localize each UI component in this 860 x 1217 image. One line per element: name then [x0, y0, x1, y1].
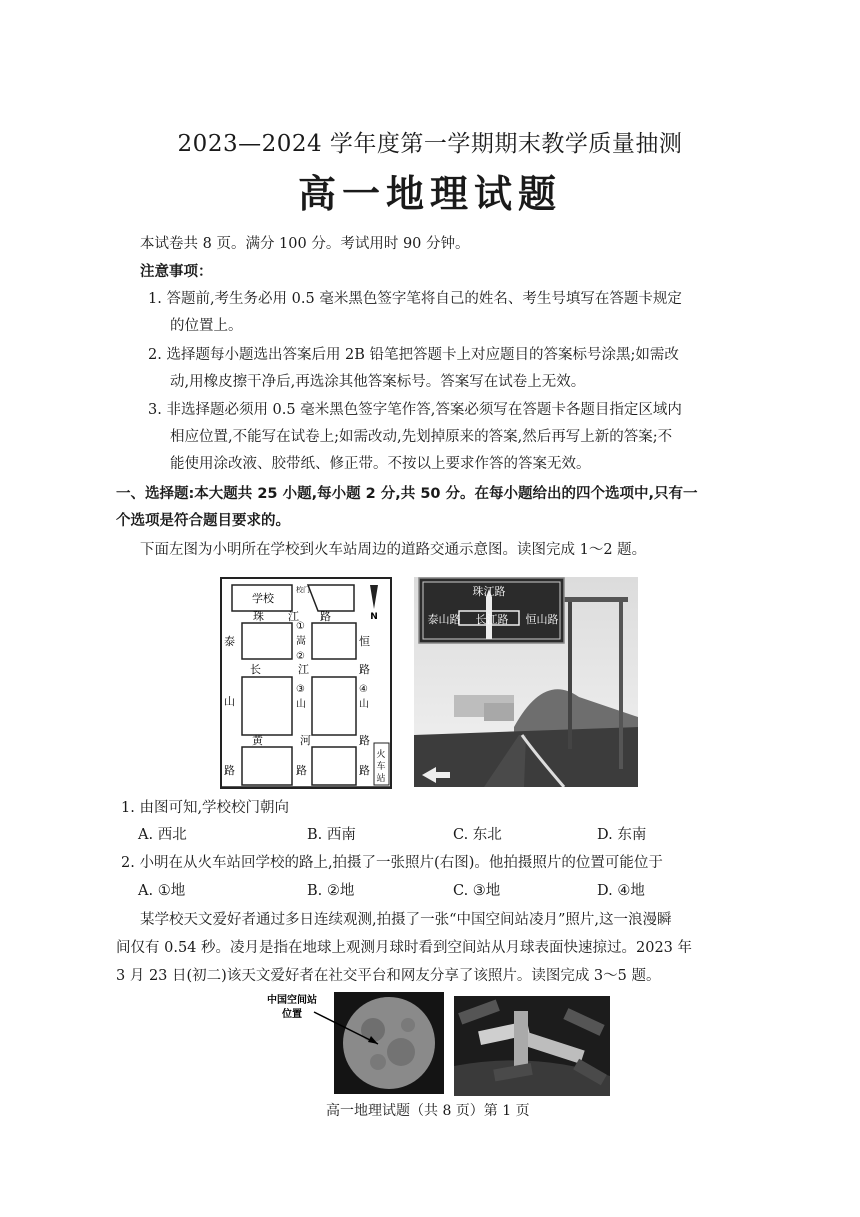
note-1-line-1: 1. 答题前,考生务必用 0.5 毫米黑色签字笔将自己的姓名、考生号填写在答题卡规定 — [148, 291, 682, 307]
station-label-2: 车 — [376, 762, 386, 772]
question-1-text: 1. 由图可知,学校校门朝向 — [121, 800, 290, 816]
question-2-text: 2. 小明在从火车站回学校的路上,拍摄了一张照片(右图)。他拍摄照片的位置可能位于 — [121, 855, 663, 871]
page-footer: 高一地理试题（共 8 页）第 1 页 — [326, 1103, 530, 1119]
exam-summary: 本试卷共 8 页。满分 100 分。考试用时 90 分钟。 — [140, 236, 470, 252]
sign-center-label: 长江路 — [475, 613, 509, 626]
page-title: 高一地理试题 — [297, 172, 562, 216]
north-label: N — [370, 612, 378, 622]
station-label-1: 火 — [376, 750, 386, 760]
question-stem: 下面左图为小明所在学校到火车站周边的道路交通示意图。读图完成 1～2 题。 — [140, 542, 647, 558]
station-position-label-2: 位置 — [282, 1009, 302, 1020]
road-huanghe-3: 路 — [359, 734, 370, 747]
road-huanghe-2: 河 — [300, 734, 311, 747]
q1-option-a: A. 西北 — [138, 827, 187, 843]
section-heading-line-2: 个选项是符合题目要求的。 — [116, 513, 290, 529]
q2-option-c: C. ③地 — [453, 883, 501, 899]
road-huanghe-1: 黄 — [252, 734, 263, 747]
road-zhujiang-2: 江 — [288, 610, 299, 623]
exam-title: 2023—2024 学年度第一学期期末教学质量抽测 — [177, 131, 683, 157]
road-changjiang-3: 路 — [359, 663, 370, 676]
q2-option-d: D. ④地 — [597, 883, 645, 899]
section-heading-line-1: 一、选择题:本大题共 25 小题,每小题 2 分,共 50 分。在每小题给出的四个选项中,只有一 — [116, 486, 698, 502]
road-taishan-2: 山 — [224, 695, 235, 708]
road-zhujiang-1: 珠 — [253, 610, 264, 623]
moon-transit-photo — [258, 990, 446, 1096]
road-changjiang-2: 江 — [298, 663, 309, 676]
marker-1: ① — [296, 621, 305, 632]
passage-line-2: 间仅有 0.54 秒。凌月是指在地球上观测月球时看到空间站从月球表面快速掠过。2023 年 — [116, 940, 693, 956]
q2-option-a: A. ①地 — [138, 883, 186, 899]
space-station-photo — [454, 996, 610, 1096]
road-songshan-2: 山 — [296, 699, 306, 710]
road-sign-photo — [414, 577, 638, 787]
road-map-figure — [220, 577, 392, 789]
station-position-label-1: 中国空间站 — [267, 995, 317, 1006]
notice-heading: 注意事项： — [140, 264, 213, 280]
passage-line-3: 3 月 23 日(初二)该天文爱好者在社交平台和网友分享了该照片。读图完成 3～5 题。 — [116, 968, 661, 984]
passage-line-1: 某学校天文爱好者通过多日连续观测,拍摄了一张“中国空间站凌月”照片,这一浪漫瞬 — [140, 912, 672, 928]
sign-right-label: 恒山路 — [525, 613, 559, 626]
road-hengshan-1: 恒 — [359, 635, 370, 648]
road-taishan-1: 泰 — [224, 635, 235, 648]
station-label-3: 站 — [376, 774, 386, 784]
gate-label: 校门 — [296, 586, 310, 594]
marker-4: ④ — [359, 684, 368, 695]
note-1-line-2: 的位置上。 — [170, 318, 243, 334]
note-3-line-1: 3. 非选择题必须用 0.5 毫米黑色签字笔作答,答案必须写在答题卡各题目指定区域内 — [148, 402, 682, 418]
note-3-line-2: 相应位置,不能写在试卷上;如需改动,先划掉原来的答案,然后再写上新的答案;不 — [170, 429, 673, 445]
note-3-line-3: 能使用涂改液、胶带纸、修正带。不按以上要求作答的答案无效。 — [170, 456, 591, 472]
road-songshan-1: 嵩 — [296, 636, 306, 647]
road-taishan-3: 路 — [224, 764, 235, 777]
road-hengshan-2: 山 — [359, 699, 369, 710]
road-songshan-3: 路 — [296, 764, 307, 777]
road-zhujiang-3: 路 — [320, 610, 331, 623]
marker-2: ② — [296, 651, 305, 662]
road-hengshan-3: 路 — [359, 764, 370, 777]
q2-option-b: B. ②地 — [307, 883, 355, 899]
sign-top-label: 珠江路 — [472, 585, 506, 598]
q1-option-b: B. 西南 — [307, 827, 356, 843]
marker-3: ③ — [296, 684, 305, 695]
sign-left-label: 泰山路 — [427, 613, 461, 626]
school-label: 学校 — [252, 592, 274, 605]
note-2-line-2: 动,用橡皮擦干净后,再选涂其他答案标号。答案写在试卷上无效。 — [170, 374, 586, 390]
road-changjiang-1: 长 — [250, 663, 261, 676]
note-2-line-1: 2. 选择题每小题选出答案后用 2B 铅笔把答题卡上对应题目的答案标号涂黑;如需改 — [148, 347, 679, 363]
q1-option-c: C. 东北 — [453, 827, 502, 843]
q1-option-d: D. 东南 — [597, 827, 647, 843]
